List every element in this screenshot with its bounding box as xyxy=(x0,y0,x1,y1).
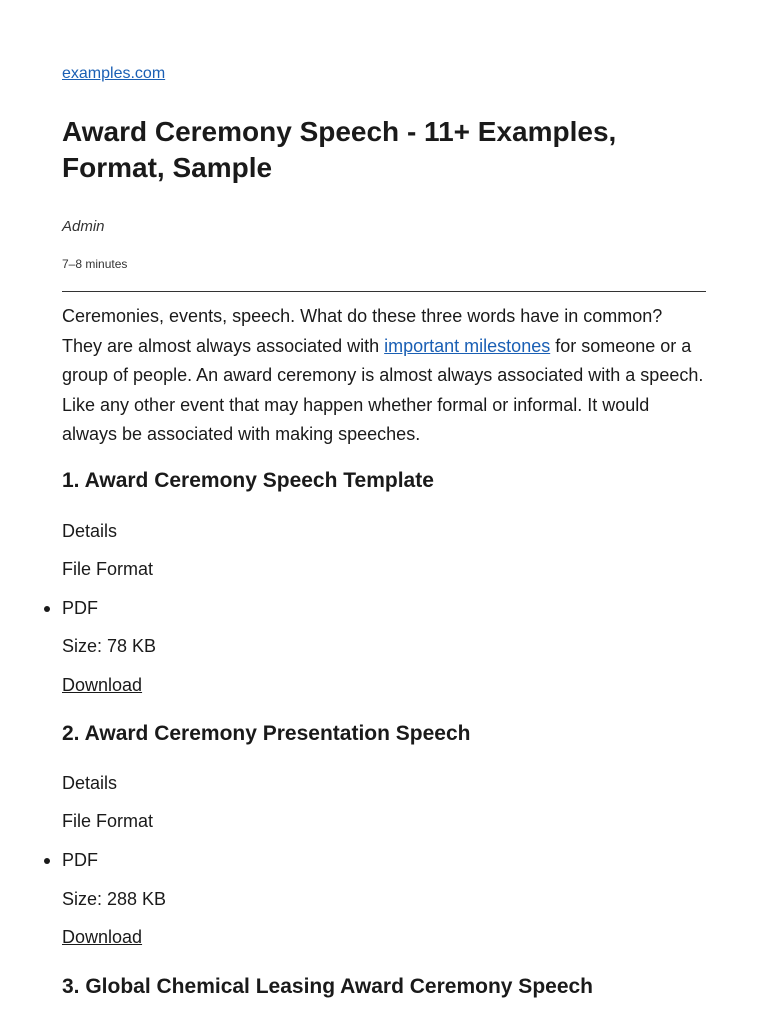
bullet-icon xyxy=(44,606,50,612)
file-format-label: File Format xyxy=(62,559,154,579)
intro-paragraph xyxy=(62,302,706,450)
format-item-text: PDF xyxy=(62,598,98,618)
details-label: Details xyxy=(62,773,118,793)
file-size: Size: 78 KB xyxy=(62,636,157,656)
section-heading: 3. Global Chemical Leasing Award Ceremony Speech xyxy=(62,975,594,998)
important-milestones-link[interactable]: important milestones xyxy=(384,335,551,356)
header-divider xyxy=(62,291,706,292)
article-author: Admin xyxy=(62,218,105,235)
file-format-label: File Format xyxy=(62,811,154,831)
site-link[interactable]: examples.com xyxy=(62,65,166,82)
section-heading: 1. Award Ceremony Speech Template xyxy=(62,469,434,492)
section-heading: 2. Award Ceremony Presentation Speech xyxy=(62,722,471,745)
download-link[interactable]: Download xyxy=(62,927,143,947)
intro-text-end: for someone or a group of people. An award ceremony is almost always associated with a speech. Like any other event that may happen whether formal or informal. It would always be associated with making speeches. xyxy=(62,335,704,444)
download-link[interactable]: Download xyxy=(62,675,143,695)
article-title: Award Ceremony Speech - 11+ Examples, Format, Sample xyxy=(62,116,617,183)
format-item-text: PDF xyxy=(62,850,98,870)
details-label: Details xyxy=(62,521,118,541)
format-list-item xyxy=(62,596,98,620)
read-time: 7–8 minutes xyxy=(62,257,128,271)
format-list-item xyxy=(62,848,98,872)
bullet-icon xyxy=(44,858,50,864)
intro-text-start: Ceremonies, events, speech. What do these three words have in common? They are almost always associated with xyxy=(62,306,663,356)
file-size: Size: 288 KB xyxy=(62,889,167,909)
